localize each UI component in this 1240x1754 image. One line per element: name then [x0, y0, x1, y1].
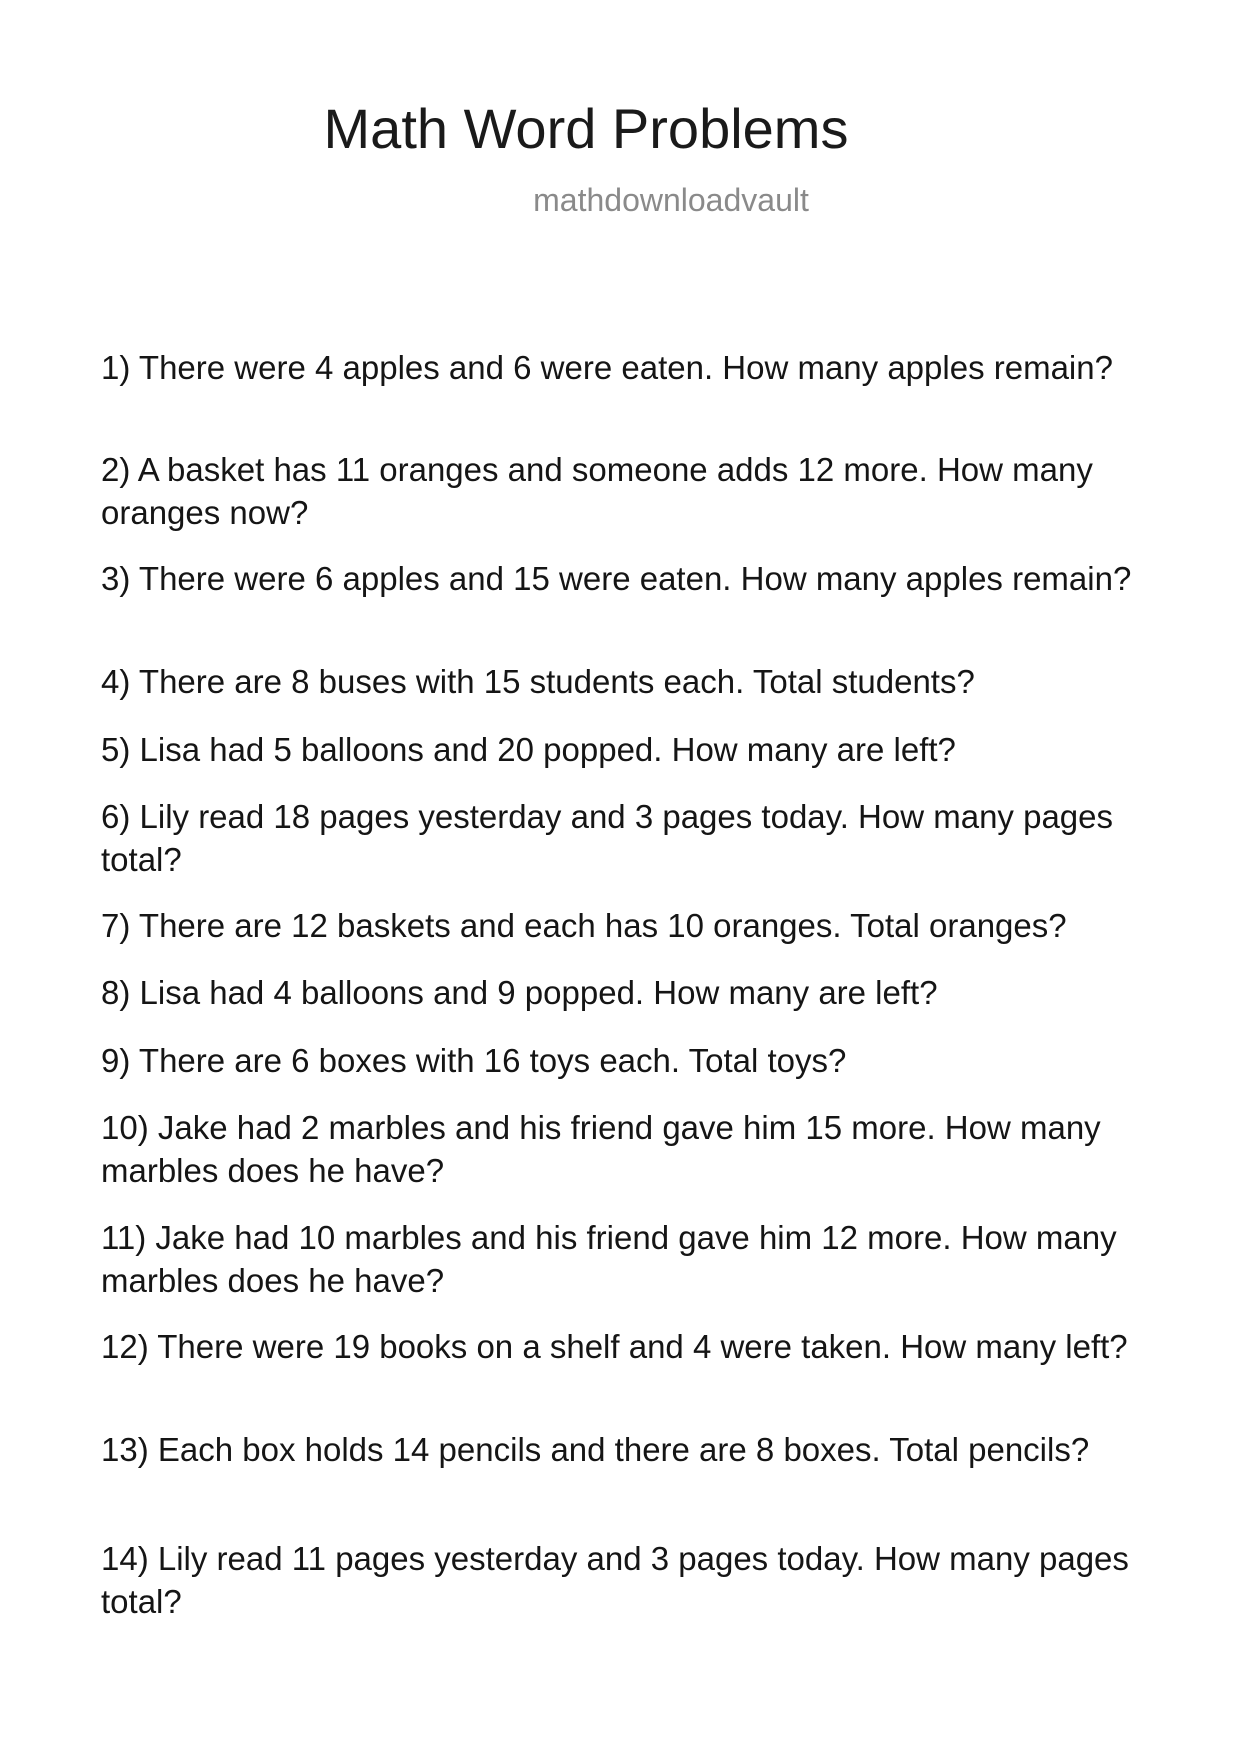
problem-8: 8) Lisa had 4 balloons and 9 popped. How many are left? [101, 974, 938, 1011]
problem-7: 7) There are 12 baskets and each has 10 oranges. Total oranges? [101, 907, 1067, 944]
problem-10: 10) Jake had 2 marbles and his friend gave him 15 more. How many marbles does he have? [101, 1109, 1101, 1189]
problem-9: 9) There are 6 boxes with 16 toys each. Total toys? [101, 1042, 847, 1079]
problem-14: 14) Lily read 11 pages yesterday and 3 pages today. How many pages total? [101, 1540, 1129, 1620]
problem-12: 12) There were 19 books on a shelf and 4 were taken. How many left? [101, 1328, 1128, 1365]
problem-5: 5) Lisa had 5 balloons and 20 popped. How many are left? [101, 731, 956, 768]
problem-3: 3) There were 6 apples and 15 were eaten. How many apples remain? [101, 560, 1132, 597]
problem-1: 1) There were 4 apples and 6 were eaten. How many apples remain? [101, 349, 1113, 386]
page-title: Math Word Problems [323, 97, 849, 160]
problem-11: 11) Jake had 10 marbles and his friend gave him 12 more. How many marbles does he have? [101, 1219, 1117, 1299]
problem-2: 2) A basket has 11 oranges and someone adds 12 more. How many oranges now? [101, 451, 1093, 531]
page-subtitle: mathdownloadvault [533, 182, 809, 218]
problem-4: 4) There are 8 buses with 15 students each. Total students? [101, 663, 975, 700]
problem-13: 13) Each box holds 14 pencils and there are 8 boxes. Total pencils? [101, 1431, 1090, 1468]
problem-6: 6) Lily read 18 pages yesterday and 3 pages today. How many pages total? [101, 798, 1114, 878]
